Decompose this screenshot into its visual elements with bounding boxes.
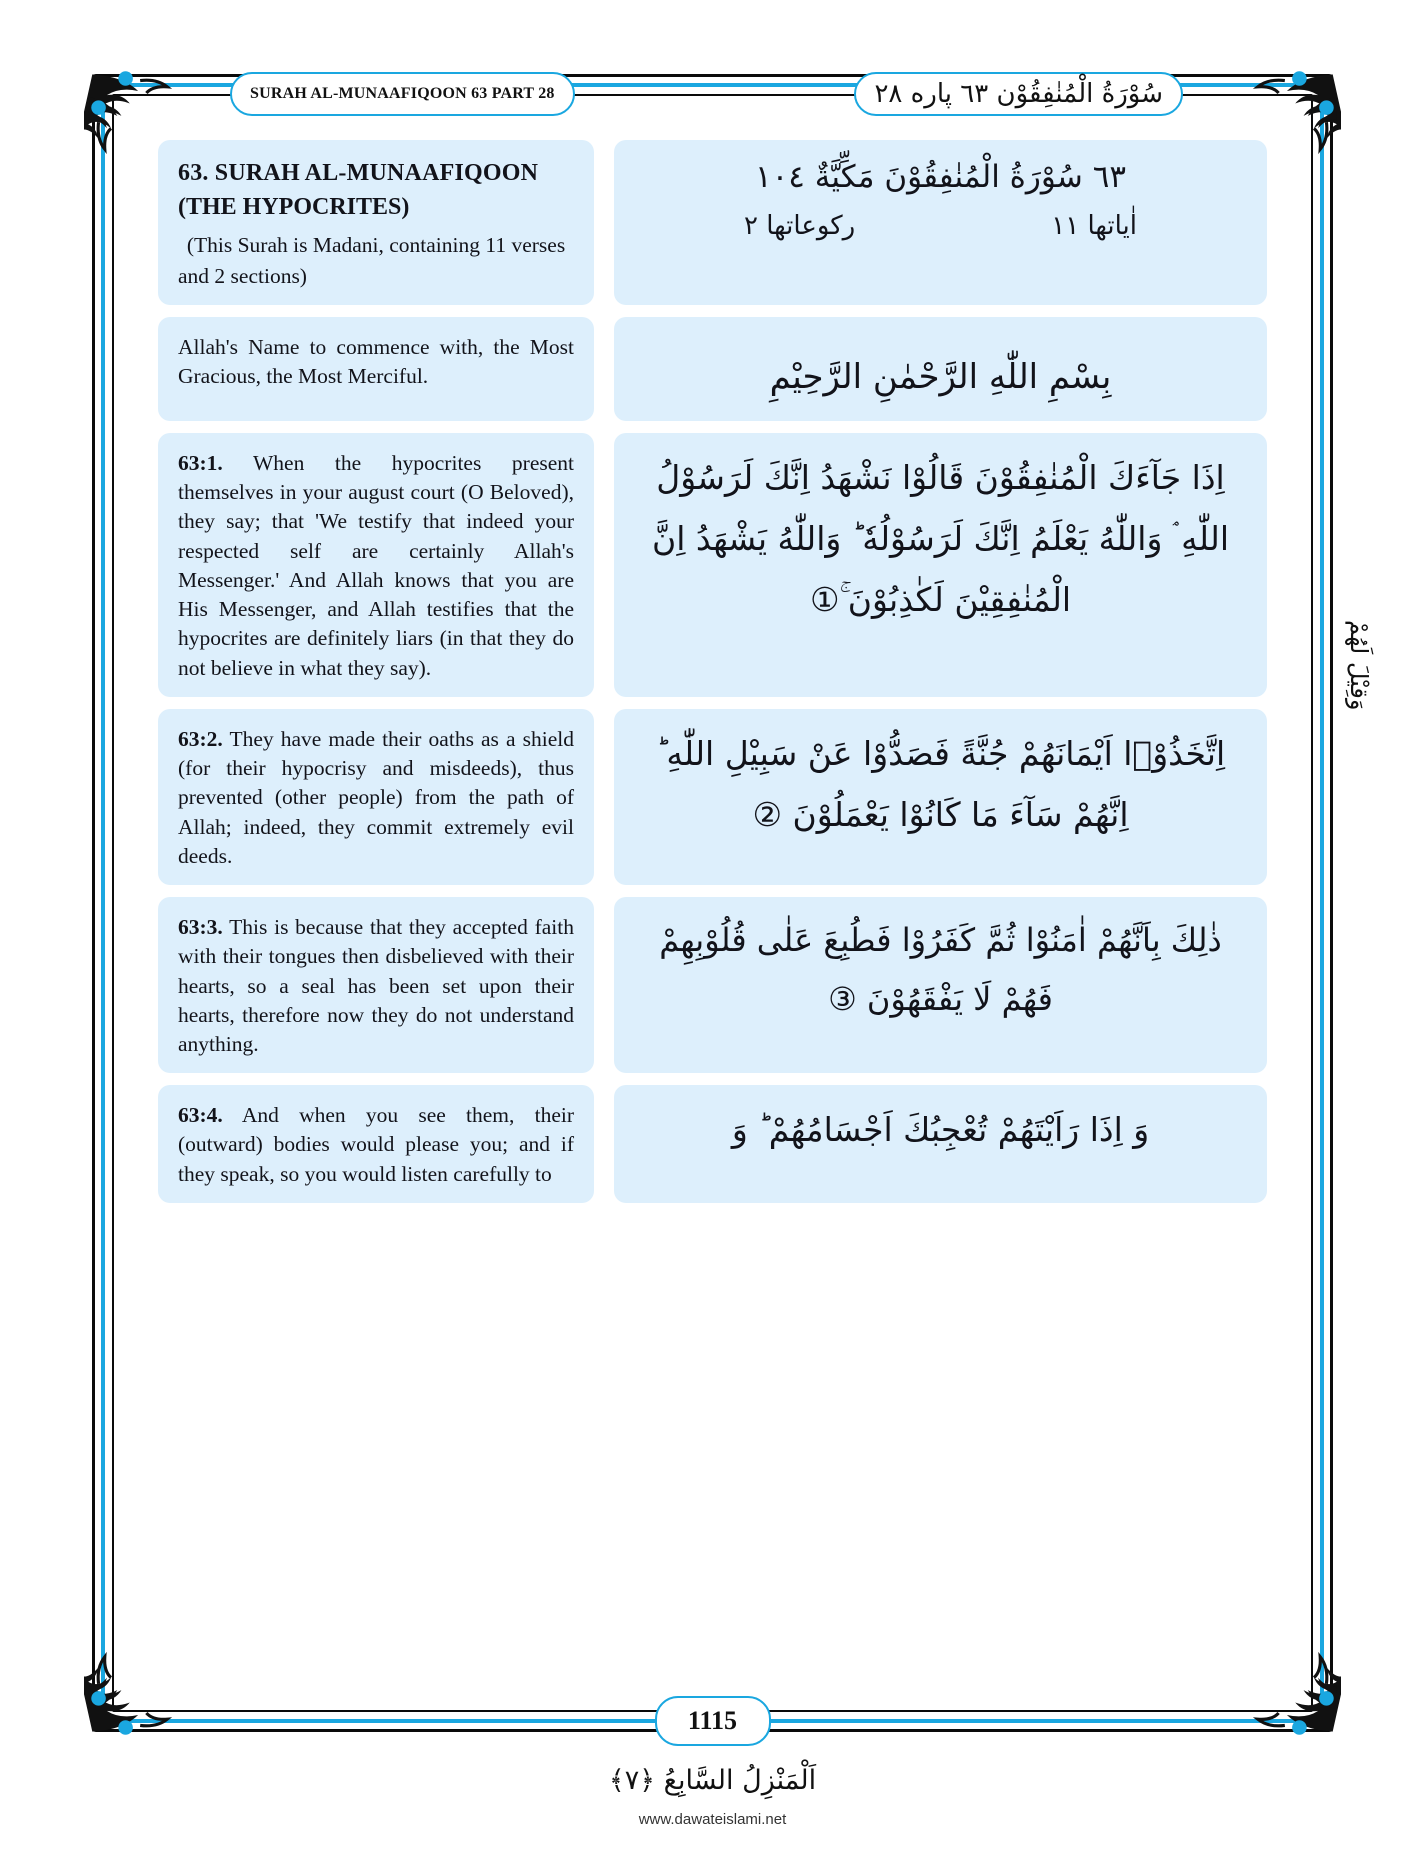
verse-arabic-text: وَ اِذَا رَاَيْتَهُمْ تُعْجِبُكَ اَجْسَامُهُمْ ؕ وَ [731, 1110, 1150, 1150]
verse-arabic-cell [614, 433, 1267, 697]
verse-arabic-text: اِتَّخَذُوْۤا اَيْمَانَهُمْ جُنَّةً فَصَدُّوْا عَنْ سَبِيْلِ اللّٰهِ ؕ اِنَّهُمْ سَآءَ مَا كَانُوْا يَعْمَلُوْنَ ② [655, 733, 1226, 834]
header-surah-label-english: SURAH AL-MUNAAFIQOON 63 PART 28 [230, 72, 575, 116]
page-number: 1115 [655, 1696, 771, 1746]
verse-arabic-cell [614, 709, 1267, 885]
bismillah-arabic: بِسْمِ اللّٰهِ الرَّحْمٰنِ الرَّحِيْمِ [769, 357, 1112, 398]
verse-translation [158, 709, 594, 885]
verse-translation [158, 897, 594, 1073]
surah-title-english [158, 140, 594, 305]
surah-title-line3: (This Surah is Madani, containing 11 verses and 2 sections) [178, 233, 566, 288]
page-header [112, 72, 1313, 116]
header-surah-label-arabic: سُوْرَةُ الْمُنٰفِقُوْن ٦٣ پاره ٢٨ [854, 72, 1183, 116]
verse-row [158, 1085, 1267, 1203]
page-content [158, 140, 1267, 1660]
surah-title-line2: (THE HYPOCRITES) [178, 194, 410, 221]
verse-arabic-cell [614, 897, 1267, 1073]
manzil-label: اَلْمَنْزِلُ السَّابِعُ ﴿٧﴾ [608, 1765, 817, 1796]
verse-translation-text: They have made their oaths as a shield (for their hypocrisy and misdeeds), thus prevented (other people) from the path of Allah; indeed, they commit extremely evil deeds. [178, 726, 574, 868]
bismillah-translation: Allah's Name to commence with, the Most Gracious, the Most Merciful. [158, 317, 594, 421]
verse-number: 63:4. [178, 1103, 223, 1128]
verse-arabic-text: ذٰلِكَ بِاَنَّهُمْ اٰمَنُوْا ثُمَّ كَفَرُوْا فَطُبِعَ عَلٰى قُلُوْبِهِمْ فَهُمْ لَا يَفْقَهُوْنَ ③ [659, 921, 1222, 1019]
verse-row [158, 709, 1267, 885]
verse-number: 63:2. [178, 726, 223, 751]
verse-translation [158, 1085, 594, 1203]
verse-arabic-text: اِذَا جَآءَكَ الْمُنٰفِقُوْنَ قَالُوْا نَشْهَدُ اِنَّكَ لَرَسُوْلُ اللّٰهِ ۘ وَاللّٰهُ يَعْلَمُ اِنَّكَ لَرَسُوْلُهٗ ؕ وَاللّٰهُ يَشْهَدُ اِنَّ الْمُنٰفِقِيْنَ لَكٰذِبُوْنَ ۚ① [652, 457, 1229, 620]
surah-heading-arabic: ٦٣ سُوْرَةُ الْمُنٰفِقُوْنَ مَكِّيَّةٌ ١٠٤ [754, 159, 1127, 195]
surah-title-arabic [614, 140, 1267, 305]
verse-row [158, 433, 1267, 697]
bismillah-row [158, 317, 1267, 421]
bismillah-arabic-cell [614, 317, 1267, 421]
surah-title-line1: 63. SURAH AL-MUNAAFIQOON [178, 160, 539, 186]
surah-sections-count-arabic: رکوعاتها ٢ [744, 210, 856, 241]
verse-translation [158, 433, 594, 697]
verse-arabic-cell [614, 1085, 1267, 1203]
surah-title-row [158, 140, 1267, 305]
verse-number: 63:3. [178, 915, 223, 940]
verse-translation-text: This is because that they accepted faith with their tongues then disbelieved with their hearts, so a seal has been set upon their hearts, therefore now they do not understand anything. [178, 915, 574, 1056]
verse-translation-text: When the hypocrites present themselves in your august court (O Beloved), they say; that 'We testify that indeed your respected self are certainly Allah's Messenger.' And Allah knows that you are His Messenger, and Allah testifies that the hypocrites are definitely liars (in that they do not believe in what they say). [178, 450, 574, 680]
verse-number: 63:1. [178, 450, 223, 475]
surah-verses-count-arabic: اٰیاتها ١١ [1051, 210, 1137, 241]
website-url: www.dawateislami.net [638, 1811, 787, 1828]
verse-row [158, 897, 1267, 1073]
side-marginal-note: وَقِيْلَ لَهُمْ [1345, 620, 1373, 711]
verse-translation-text: And when you see them, their (outward) bodies would please you; and if they speak, so you would listen carefully to [178, 1103, 574, 1186]
